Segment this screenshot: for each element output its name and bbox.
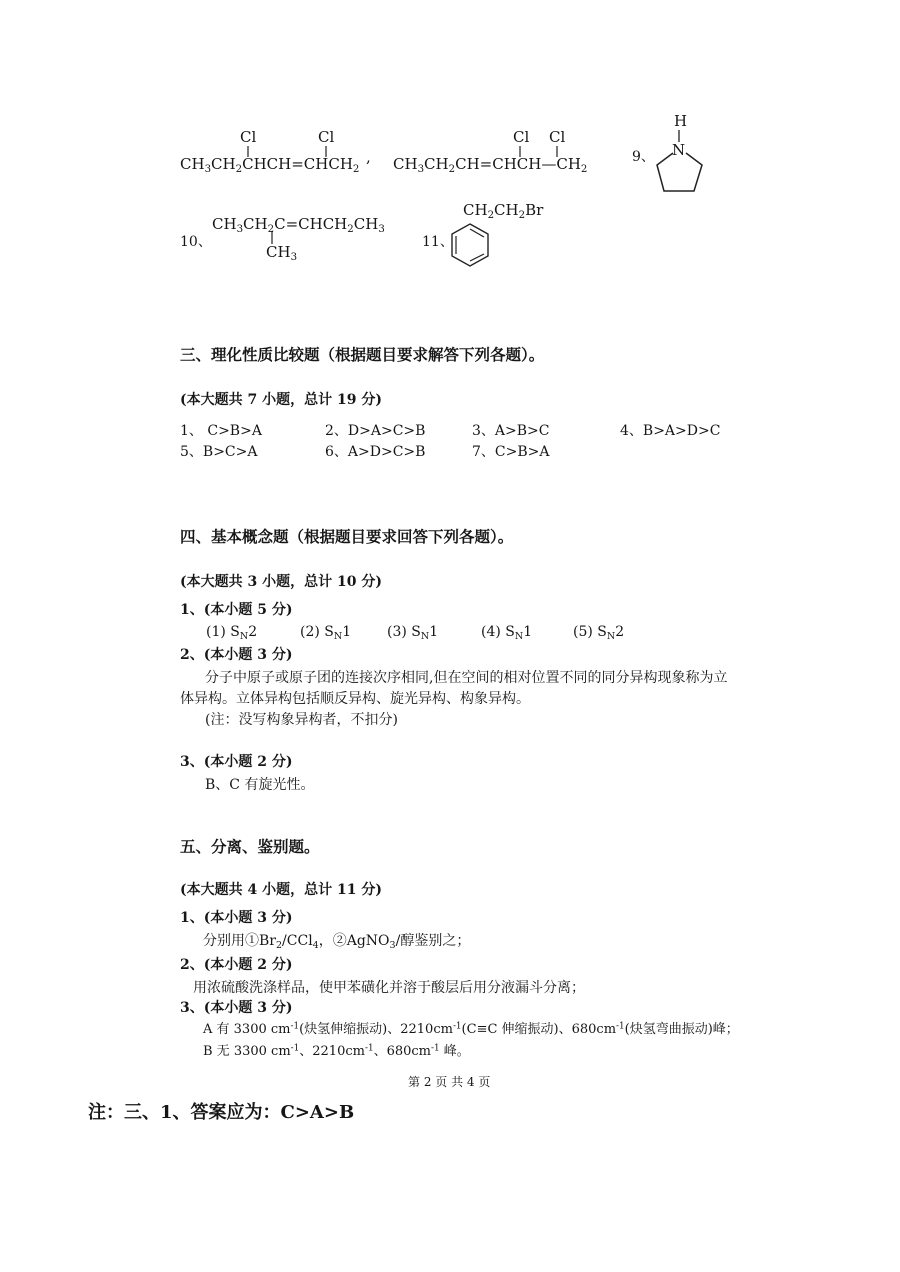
formula-10-methyl: $CH_3$ <box>266 243 298 264</box>
answer-text: B 无 3300 $cm^{-1}$、$2210cm^{-1}$、$680cm^{-1}$ 峰。 <box>203 1043 470 1059</box>
question-label: 2、(本小题 3 分) <box>180 647 293 663</box>
answer: 7、C>B>A <box>472 444 550 460</box>
benzene-ring-icon <box>448 218 498 278</box>
formula-8b: $CH_3CH_2CH=CHCH—CH_2$ <box>393 155 588 176</box>
answer: 3、A>B>C <box>472 423 550 439</box>
answer-text: 分别用$①Br_2/CCl_4$，②AgNO$_3$/醇鉴别之； <box>203 933 471 951</box>
hydrogen-label: H <box>674 112 688 130</box>
separator-comma: , <box>366 148 371 166</box>
chlorine-label: Cl <box>549 128 566 146</box>
chlorine-label: Cl <box>240 128 257 146</box>
pyrrolidine-ring-icon <box>650 125 720 200</box>
answer-text: 体异构。立体异构包括顺反异构、旋光异构、构象异构。 <box>180 691 530 707</box>
answer: 4、B>A>D>C <box>620 423 721 439</box>
answer: 1、 C>B>A <box>180 423 262 439</box>
mechanism-answer: (1) $S_N2$ <box>206 624 258 642</box>
mechanism-answer: (2) $S_N1$ <box>300 624 352 642</box>
nitrogen-label: N <box>672 141 686 159</box>
chlorine-label: Cl <box>318 128 335 146</box>
chlorine-label: Cl <box>513 128 530 146</box>
section-summary: (本大题共 3 小题，总计 10 分) <box>180 574 382 590</box>
mechanism-answer: (4) $S_N1$ <box>481 624 533 642</box>
question-label: 3、(本小题 2 分) <box>180 754 293 770</box>
answer-text: B、C 有旋光性。 <box>205 777 315 793</box>
section-summary: (本大题共 4 小题，总计 11 分) <box>180 882 382 898</box>
answer: 2、D>A>C>B <box>325 423 426 439</box>
answer-note: (注：没写构象异构者，不扣分) <box>205 712 398 728</box>
question-label: 1、(本小题 5 分) <box>180 602 293 618</box>
question-label: 2、(本小题 2 分) <box>180 957 293 973</box>
section-heading: 三、理化性质比较题（根据题目要求解答下列各题）。 <box>180 345 545 364</box>
question-label: 3、(本小题 3 分) <box>180 1000 293 1016</box>
answer: 5、B>C>A <box>180 444 258 460</box>
correction-note: 注：三、1、答案应为：C>A>B <box>88 1102 355 1123</box>
formula-10: $CH_3CH_2C=CHCH_2CH_3$ <box>212 215 385 236</box>
question-label: 1、(本小题 3 分) <box>180 910 293 926</box>
item-number: 11、 <box>422 234 454 250</box>
section-heading: 四、基本概念题（根据题目要求回答下列各题）。 <box>180 527 514 546</box>
page-number: 第 2 页 共 4 页 <box>408 1075 491 1089</box>
section-heading: 五、分离、鉴别题。 <box>180 837 320 856</box>
item-number: 10、 <box>180 234 212 250</box>
answer-text: 分子中原子或原子团的连接次序相同,但在空间的相对位置不同的同分异构现象称为立 <box>205 670 728 686</box>
item-number: 9、 <box>632 149 655 165</box>
mechanism-answer: (3) $S_N1$ <box>387 624 439 642</box>
mechanism-answer: (5) $S_N2$ <box>573 624 625 642</box>
answer: 6、A>D>C>B <box>325 444 426 460</box>
formula-11: $CH_2CH_2Br$ <box>463 201 544 222</box>
answer-text: 用浓硫酸洗涤样品，使甲苯磺化并溶于酸层后用分液漏斗分离； <box>193 980 585 996</box>
section-summary: (本大题共 7 小题，总计 19 分) <box>180 392 382 408</box>
answer-text: A 有 3300 $cm^{-1}$(炔氢伸缩振动)、$2210cm^{-1}(C\equiv C$ 伸缩振动)、$680cm^{-1}$(炔氢弯曲振动)峰； <box>203 1021 739 1037</box>
formula-8a: $CH_3CH_2CHCH=CHCH_2$ <box>180 155 360 176</box>
